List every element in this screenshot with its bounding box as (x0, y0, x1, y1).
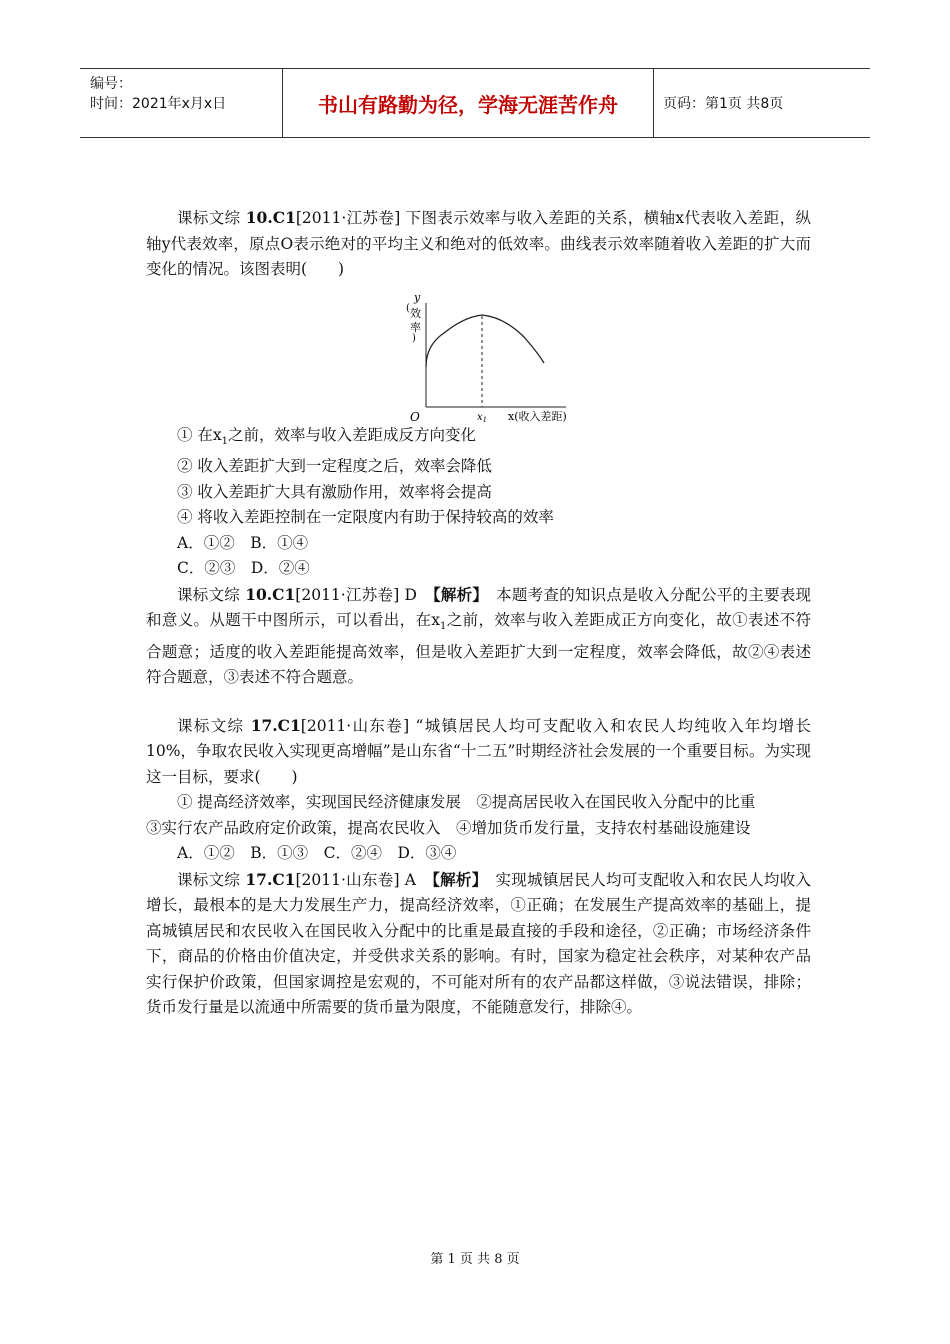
x-axis-label: x(收入差距) (508, 409, 567, 423)
page-footer: 第 1 页 共 8 页 (430, 1252, 520, 1267)
efficiency-curve (426, 315, 544, 367)
efficiency-curve-svg (404, 283, 584, 423)
y-paren-close: ) (412, 332, 416, 344)
q2-options: A．①② B．①③ C．②④ D．③④ (177, 844, 457, 863)
q1-options-ab: A．①② B．①④ (177, 533, 309, 552)
q1-item-2: ② 收入差距扩大到一定程度之后，效率会降低 (177, 457, 492, 476)
header-meta (80, 69, 282, 137)
q1-code: 10.C1 (245, 208, 296, 227)
page-header (80, 68, 870, 138)
origin-label: O (410, 409, 420, 423)
question-1-stem (146, 205, 811, 283)
header-date: 时间：2021年x月x日 (90, 96, 227, 112)
q1-options-cd: C．②③ D．②④ (177, 559, 310, 578)
q1-source: [2011·江苏卷] (295, 209, 406, 227)
q2-items-line-2: ③实行农产品政府定价政策，提高农民收入 ④增加货币发行量，支持农村基础设施建设 (146, 818, 751, 837)
q1-item-1: ① 在$x_1$之前，效率与收入差距成反方向变化 (177, 425, 477, 447)
header-page-cell (653, 69, 880, 137)
header-number: 编号： (90, 76, 132, 92)
q1-answer: 课标文综 10.C1[2011·江苏卷] D 【解析】 本题考查的知识点是收入分配公平的主要表现和意义。从题干中图所示，可以看出，在$x_1$之前，效率与收入差距成正方向变化，故①表述不符合题意；适度的收入差距能提高效率，但是收入差距扩大到一定程度，效率会降低，故②④表述符合题意，③表述不符合题意。 (146, 584, 811, 687)
q1-text: 下图表示效率与收入差距的关系，横轴x代表收入差距，纵轴y代表效率，原点O表示绝对的平均主义和绝对的低效率。曲线表示效率随着收入差距的扩大而变化的情况。该图表明( ) (146, 209, 811, 278)
header-motto: 书山有路勤为径，学海无涯苦作舟 (318, 92, 618, 117)
document-body (146, 205, 811, 1021)
q1-prefix: 课标文综 (177, 209, 246, 227)
y-label: y (414, 290, 421, 304)
q2-items-line-1: ① 提高经济效率，实现国民经济健康发展 ②提高居民收入在国民收入分配中的比重 (177, 793, 756, 812)
y-char-1: 效 (410, 306, 421, 320)
efficiency-income-figure (146, 283, 811, 423)
question-2-stem: 课标文综 17.C1[2011·山东卷] “城镇居民人均可支配收入和农民人均纯收入年均增长10%，争取农民收入实现更高增幅”是山东省“十二五”时期经济社会发展的一个重要目标。为实现这一目标，要求( ) (146, 715, 811, 786)
x1-label: $x_1$ (477, 411, 488, 423)
section-gap (146, 691, 811, 713)
header-motto-cell (282, 69, 654, 137)
q2-answer: 课标文综 17.C1[2011·山东卷] A 【解析】 实现城镇居民人均可支配收入和农民人均收入增长，最根本的是大力发展生产力，提高经济效率，①正确；在发展生产提高效率的基础上，提高城镇居民和农民收入在国民收入分配中的比重是最直接的手段和途径，②正确；市场经济条件下，商品的价格由价值决定，并受供求关系的影响。有时，国家为稳定社会秩序，对某种农产品实行保护价政策，但国家调控是宏观的，不可能对所有的农产品都这样做，③说法错误，排除；货币发行量是以流通中所需要的货币量为限度，不能随意发行，排除④。 (146, 869, 811, 1017)
y-paren-open: ( (406, 302, 410, 314)
q1-item-3: ③ 收入差距扩大具有激励作用，效率将会提高 (177, 482, 492, 501)
q1-item-4: ④ 将收入差距控制在一定限度内有助于保持较高的效率 (177, 508, 554, 527)
header-page-number: 页码：第1页 共8页 (663, 96, 784, 112)
y-char-2: 率 (410, 320, 421, 334)
